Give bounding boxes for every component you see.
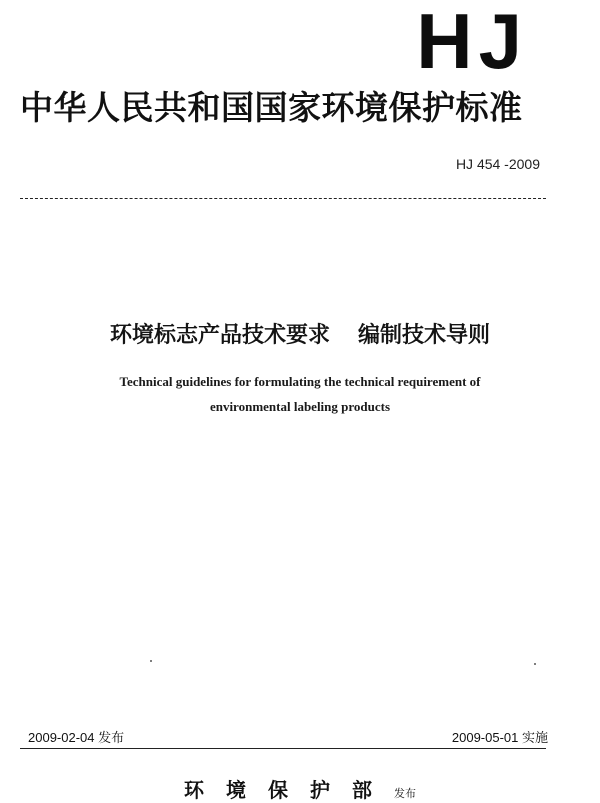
english-title-line2: environmental labeling products bbox=[209, 399, 391, 414]
scan-speck bbox=[150, 660, 152, 662]
scan-speck bbox=[534, 663, 536, 665]
publisher-name: 环境保护部 bbox=[184, 778, 394, 802]
chinese-title-part2: 编制技术导则 bbox=[358, 323, 491, 348]
issue-date: 2009-02-04 发布 bbox=[28, 730, 125, 745]
publisher-verb: 发布 bbox=[394, 787, 416, 800]
header-divider bbox=[20, 198, 546, 199]
chinese-title bbox=[0, 318, 600, 349]
organization-title: 中华人民共和国国家环境保护标准 bbox=[20, 88, 523, 127]
chinese-title-part1: 环境标志产品技术要求 bbox=[109, 323, 330, 348]
publisher bbox=[0, 774, 600, 803]
footer-divider bbox=[20, 748, 546, 749]
effective-date: 2009-05-01 实施 bbox=[451, 730, 548, 745]
english-title-line1: Technical guidelines for formulating the technical requirement of bbox=[119, 374, 481, 389]
standard-code: HJ 454 -2009 bbox=[455, 156, 540, 172]
hj-logo: HJ bbox=[416, 0, 528, 85]
